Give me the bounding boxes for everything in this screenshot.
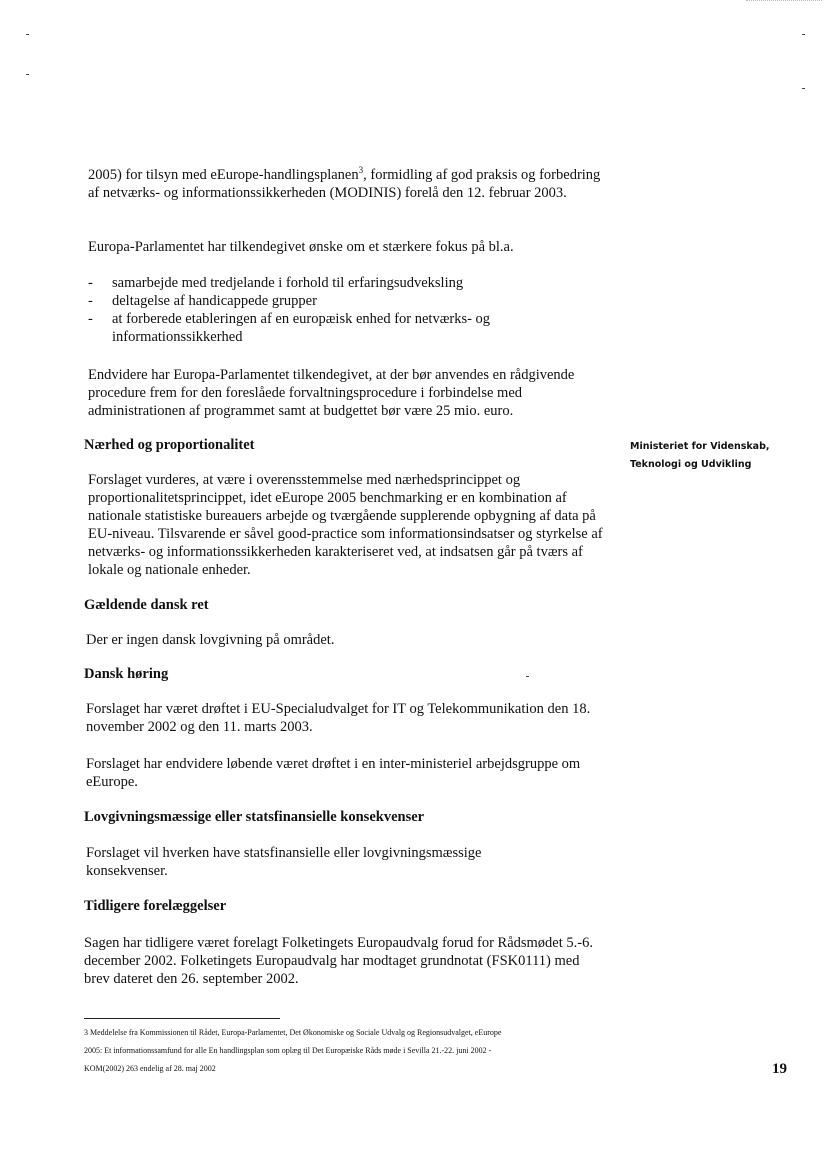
footnote-line-2: 2005: Et informationssamfund for alle En handlingsplan som oplæg til Det Europæiske Råds møde i Sevilla 21.-22. juni 2002 - [84,1046,492,1055]
tidligere-paragraph: Sagen har tidligere været forelagt Folketingets Europaudvalg forud for Rådsmødet 5.-6. december 2002. Folketingets Europaudvalg har modtaget grundnotat (FSK0111) med brev dateret den 26. september 2002. [84,935,593,987]
list-item-text: deltagelse af handicappede grupper [112,293,317,309]
footnote-block [84,1024,604,1078]
footnote-reference: 3 [358,165,364,176]
list-item [88,274,608,292]
ministry-sidebar [630,438,820,474]
bullet-dash: - [88,311,93,327]
scan-edge-mark [746,0,822,1]
scan-speck [26,34,29,35]
scan-speck [802,34,805,35]
scan-speck [526,676,529,677]
list-item [88,292,608,310]
ministry-line-2: Teknologi og Udvikling [630,459,752,470]
bullet-dash: - [88,275,93,291]
procedure-paragraph: Endvidere har Europa-Parlamentet tilkendegivet, at der bør anvendes en rådgivende procedure frem for den foreslåede forvaltningsprocedure i forbindelse med administrationen af programmet samt at budgettet bør være 25 mio. euro. [88,367,575,419]
heading-konsekvenser: Lovgivningsmæssige eller statsfinansielle konsekvenser [84,809,425,825]
list-item-text: samarbejde med tredjelande i forhold til erfaringsudveksling [112,275,464,291]
horing-paragraph-1: Forslaget har været drøftet i EU-Specialudvalget for IT og Telekommunikation den 18. november 2002 og den 11. marts 2003. [86,701,591,735]
gaeldende-paragraph: Der er ingen dansk lovgivning på området. [86,632,335,648]
intro-paragraph [88,166,608,202]
horing-paragraph-2: Forslaget har endvidere løbende været drøftet i en inter-ministeriel arbejdsgruppe om eEurope. [86,756,581,790]
footnote-line-3: KOM(2002) 263 endelig af 28. maj 2002 [84,1064,216,1073]
scan-speck [802,88,805,89]
heading-gaeldende: Gældende dansk ret [84,597,209,613]
heading-naerhed: Nærhed og proportionalitet [84,437,255,453]
page-number: 19 [772,1061,787,1077]
list-item [88,310,608,346]
scan-speck [26,74,29,75]
list-item-text: at forberede etableringen af en europæisk enhed for netværks- og informationssikkerhed [112,311,491,345]
heading-horing: Dansk høring [84,666,169,682]
parliament-paragraph: Europa-Parlamentet har tilkendegivet ønske om et stærkere fokus på bl.a. [88,239,514,255]
footnote-line-1: 3 Meddelelse fra Kommissionen til Rådet, Europa-Parlamentet, Det Økonomiske og Sociale Udvalg og Regionsudvalget, eEurope [84,1028,502,1037]
heading-tidligere: Tidligere forelæggelser [84,898,227,914]
intro-text-start: 2005) for tilsyn med eEurope-handlingsplanen [88,167,359,183]
bullet-dash: - [88,293,93,309]
ministry-line-1: Ministeriet for Videnskab, [630,441,770,452]
naerhed-paragraph: Forslaget vurderes, at være i overensstemmelse med nærhedsprincippet og proportionalitetsprincippet, idet eEurope 2005 benchmarking er en kombination af nationale statistiske bureauers arbejde og tværgående supplerende opbygning af data på EU-niveau. Tilsvarende er såvel good-practice som informationsindsatser og styrkelse af netværks- og informationssikkerheden karakteriseret ved, at indsatsen går på tværs af lokale og nationale enheder. [88,472,603,578]
intro-text-end: , formidling af god praksis og forbedring af netværks- og informationssikkerheden (MODINIS) forelå den 12. februar 2003. [88,167,601,201]
focus-bullet-list [88,274,608,346]
footnote-divider [84,1018,280,1019]
konsekvenser-paragraph: Forslaget vil hverken have statsfinansielle eller lovgivningsmæssige konsekvenser. [86,845,482,879]
